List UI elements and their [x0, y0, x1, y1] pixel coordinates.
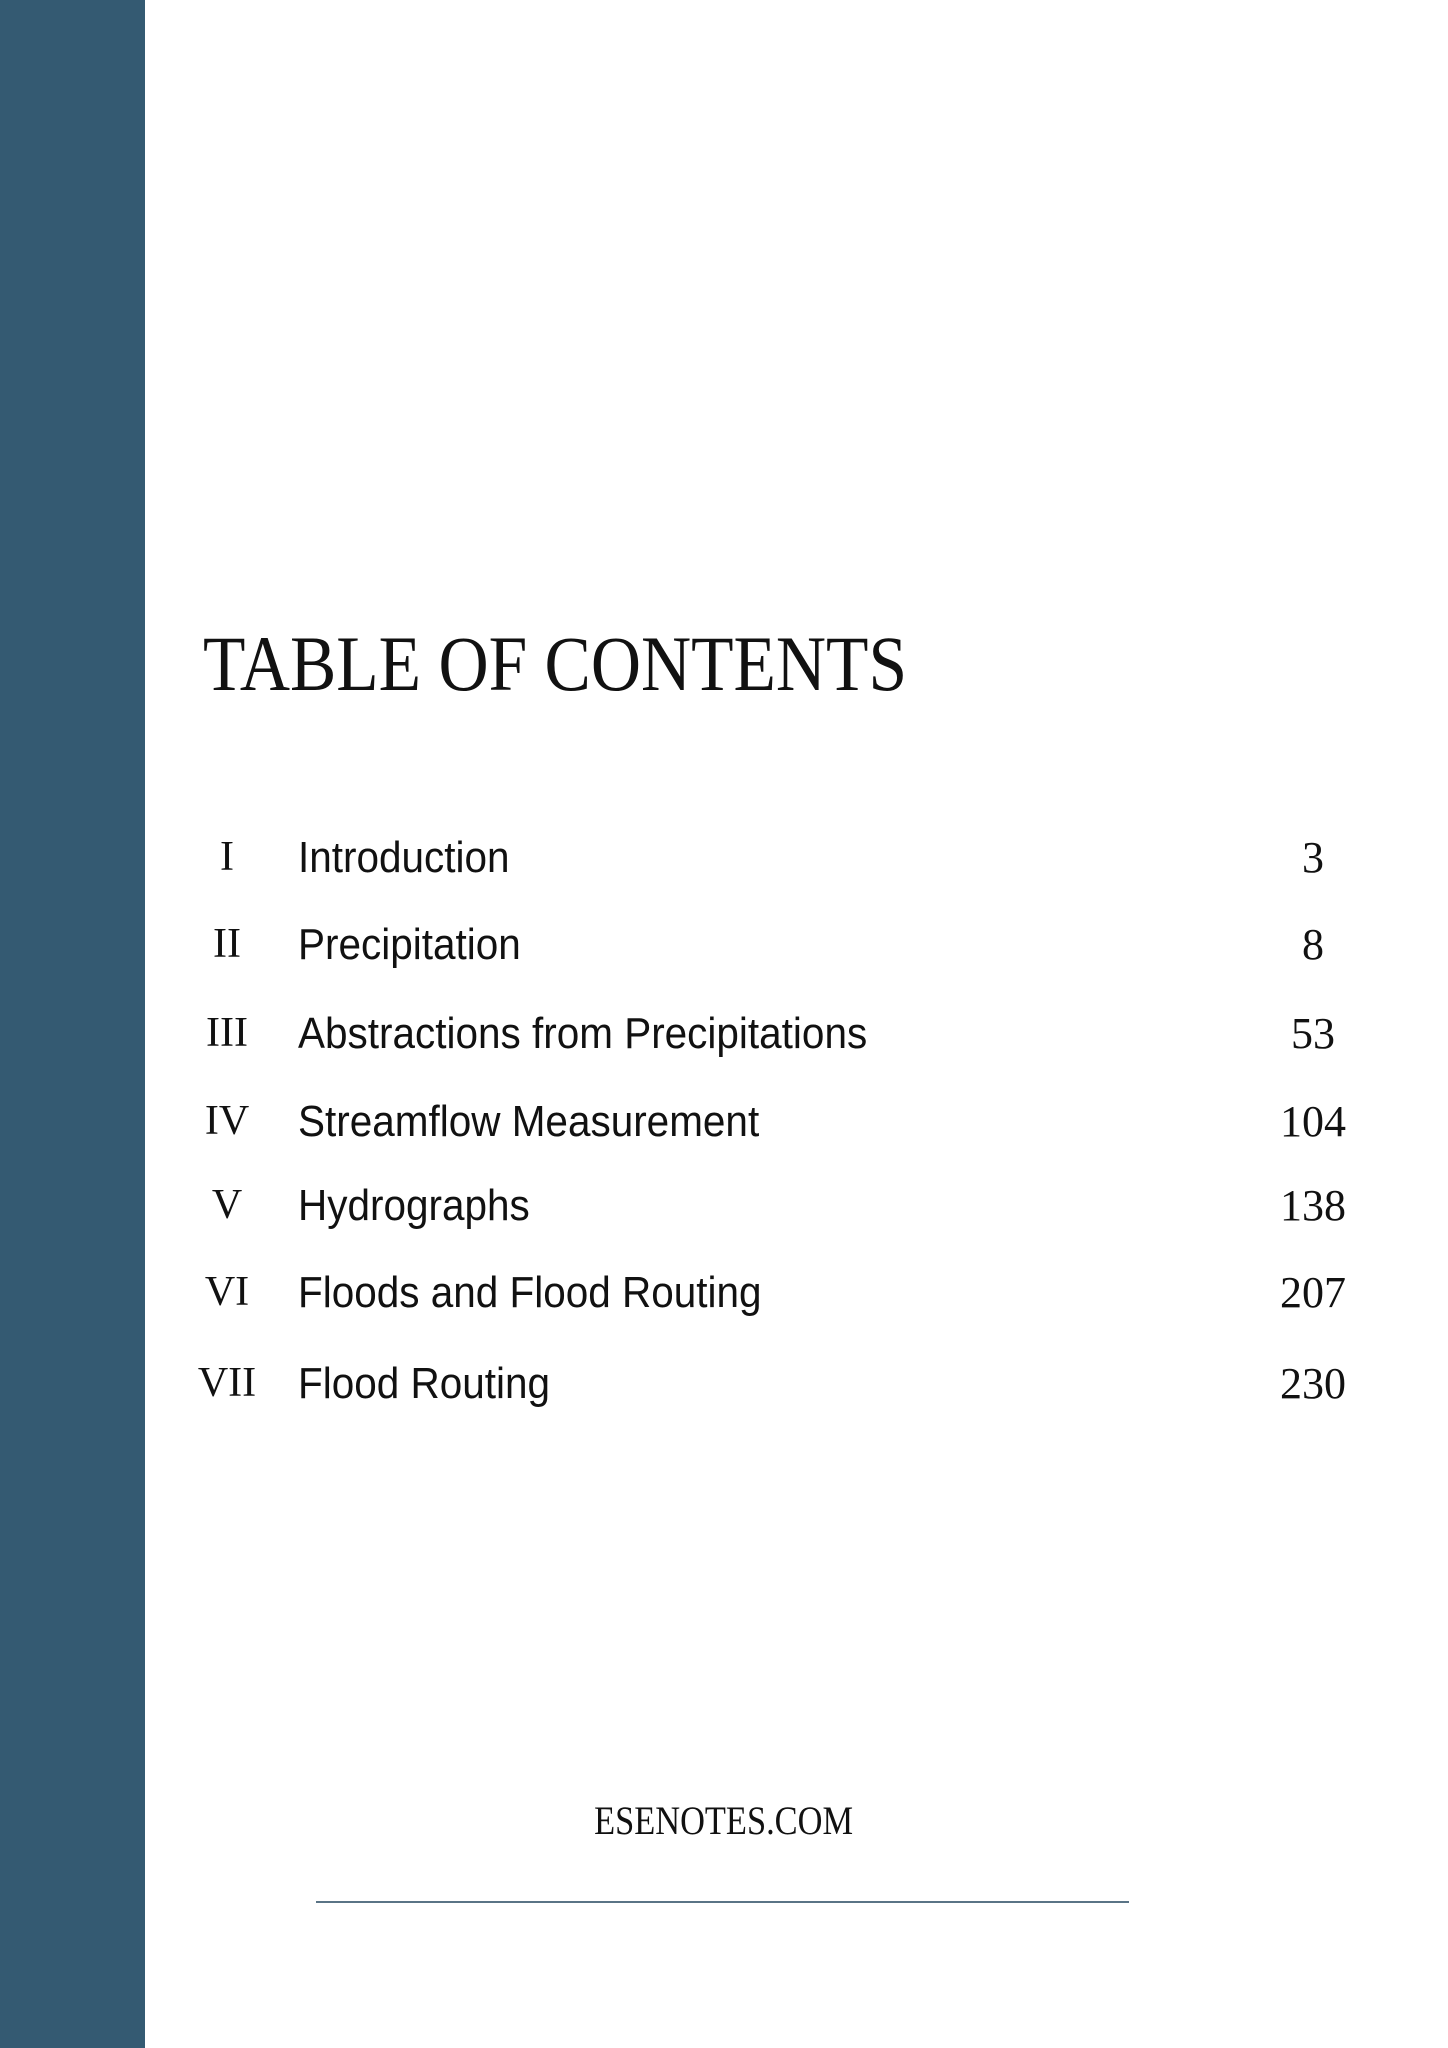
toc-entry-numeral: VI [204, 1269, 250, 1315]
toc-entry-numeral: VII [197, 1360, 257, 1406]
toc-entry[interactable] [0, 833, 1448, 886]
toc-entry-page-number: 104 [1280, 1097, 1346, 1146]
footer-website-label: ESENOTES.COM [594, 1798, 854, 1843]
toc-entry-title: Precipitation [298, 920, 521, 969]
toc-entry-numeral: IV [204, 1098, 250, 1144]
toc-entry-page-number: 8 [1302, 920, 1324, 969]
footer-divider [316, 1901, 1129, 1903]
toc-entry-title: Flood Routing [298, 1359, 551, 1408]
toc-entry-title: Streamflow Measurement [298, 1097, 760, 1146]
toc-entry[interactable] [0, 1359, 1448, 1412]
toc-entry-page-number: 3 [1302, 833, 1324, 882]
toc-entry[interactable] [0, 1181, 1448, 1234]
toc-entry[interactable] [0, 1097, 1448, 1150]
toc-entry-title: Hydrographs [298, 1181, 530, 1230]
toc-entry-numeral: I [220, 834, 234, 880]
toc-entry-numeral: V [211, 1182, 243, 1228]
toc-entry-page-number: 207 [1280, 1268, 1346, 1317]
toc-entry-page-number: 138 [1280, 1181, 1346, 1230]
toc-entry[interactable] [0, 1009, 1448, 1062]
toc-entry-page-number: 230 [1280, 1359, 1346, 1408]
toc-entry-page-number: 53 [1291, 1009, 1335, 1058]
footer-website [0, 1798, 1448, 1843]
page-title: TABLE OF CONTENTS [203, 620, 908, 707]
toc-entry-title: Introduction [298, 833, 510, 882]
toc-entry[interactable] [0, 920, 1448, 973]
toc-entry-numeral: III [206, 1010, 248, 1056]
toc-entry-numeral: II [213, 921, 241, 967]
toc-entry[interactable] [0, 1268, 1448, 1321]
toc-entry-title: Abstractions from Precipitations [298, 1009, 868, 1058]
toc-entry-title: Floods and Flood Routing [298, 1268, 762, 1317]
